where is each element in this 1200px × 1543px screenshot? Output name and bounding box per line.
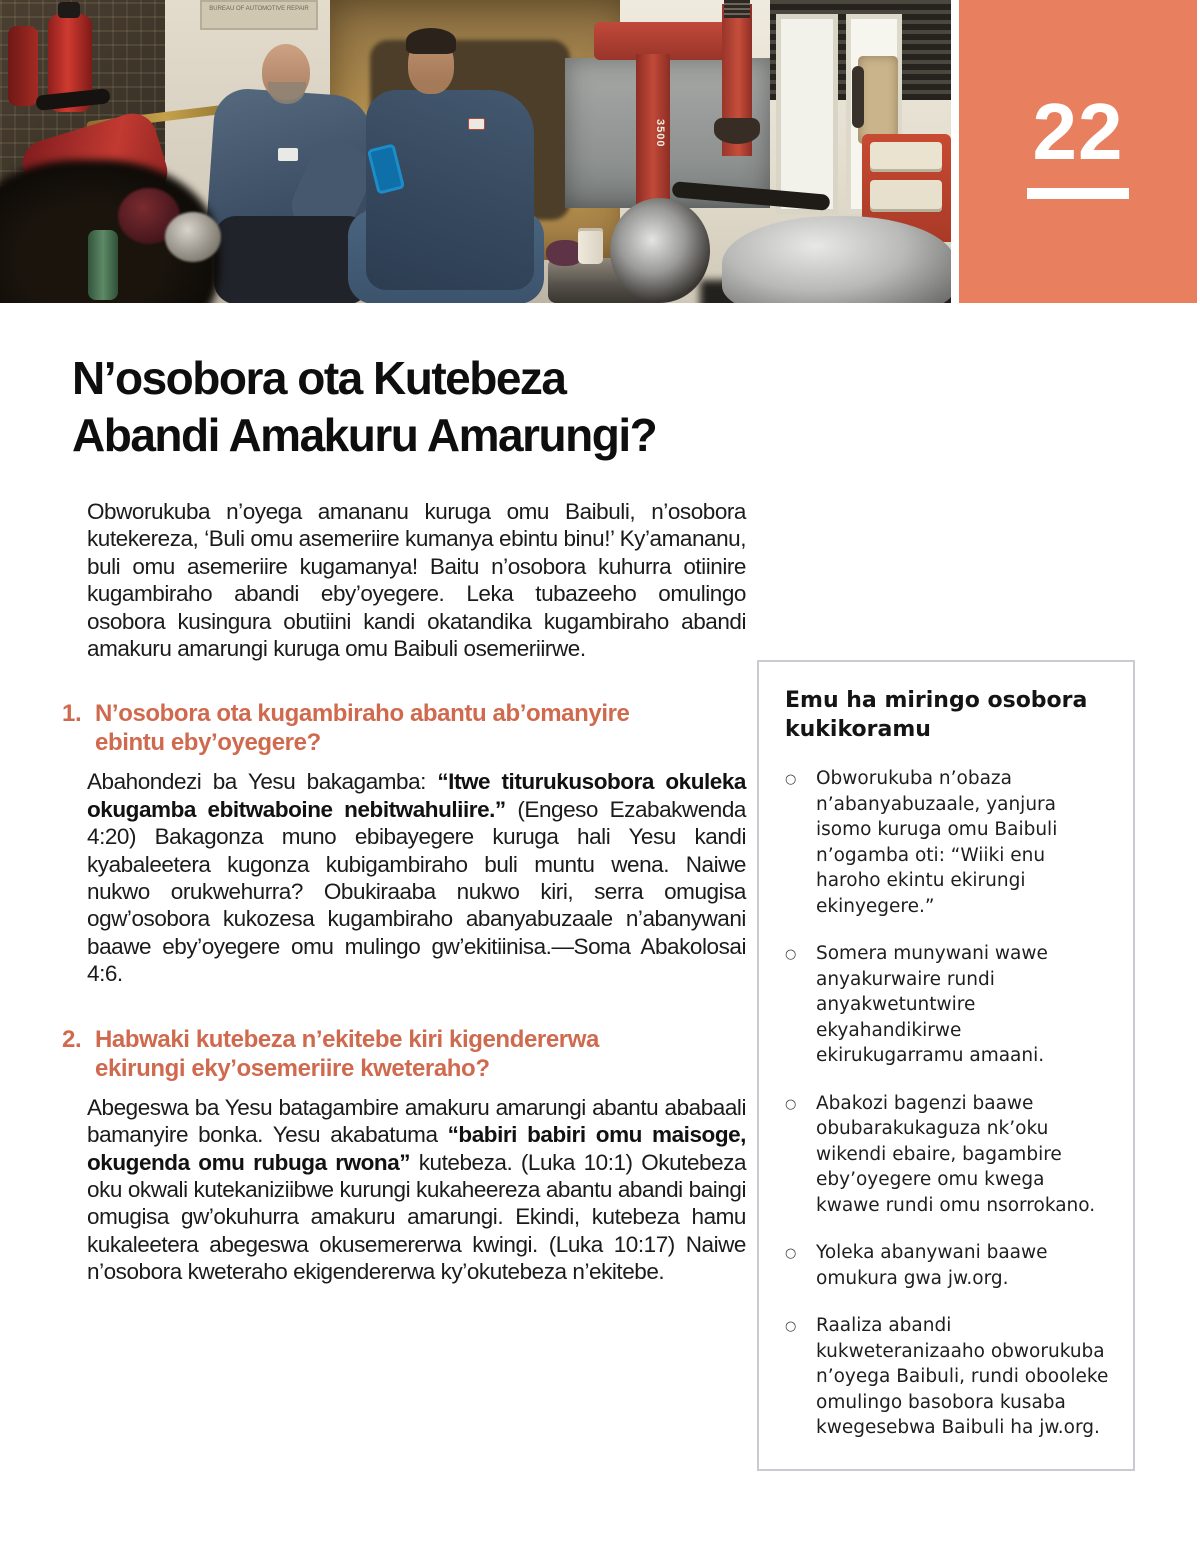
- photo-gauge: [870, 142, 942, 172]
- section-heading: [62, 1025, 682, 1083]
- main-text-column: [62, 498, 746, 1286]
- photo-glass-door: [776, 14, 838, 214]
- page-title-line2: Abandi Amakuru Amarungi?: [72, 409, 657, 461]
- photo-wall-sign: BUREAU OF AUTOMOTIVE REPAIR: [200, 0, 318, 30]
- photo-wall-telephone: [858, 56, 898, 144]
- page-title: [72, 350, 772, 464]
- sidebar-box: [757, 660, 1135, 1471]
- paragraph-text: Abegeswa ba Yesu batagambire amakuru amarungi abantu ababaali bamanyire bonka. Yesu akabatuma: [87, 1094, 746, 1148]
- sidebar-list: [785, 766, 1109, 1441]
- photo-fire-extinguisher-handle: [58, 2, 80, 18]
- photo-older-mechanic-pants: [214, 216, 370, 303]
- section-heading: [62, 699, 682, 757]
- scripture-quote-bold: “Itwe titurukusobora okuleka okugamba ebitwaboine nebitwahuliire.”: [87, 769, 746, 822]
- section-heading-text: N’osobora ota kugambiraho abantu ab’omanyire ebintu eby’oyegere?: [95, 700, 630, 757]
- bullet-circle-icon: ○: [785, 772, 797, 787]
- scripture-quote-bold: “babiri babiri omu maisoge, okugenda omu rubuga rwona”: [87, 1122, 746, 1175]
- sidebar-item: [785, 1091, 1109, 1219]
- intro-paragraph: Obworukuba n’oyega amananu kuruga omu Baibuli, n’osobora kutekereza, ‘Buli omu asemeriire kumanya ebintu binu!’ Ky’amananu, buli omu asemeriire kugamanya! Baitu n’osobora kuhurra otiinire kugambiraho abandi eby’oyegere. Leka tubazeeho omulingo osobora kusingura obutiini kandi okatandika kugambiraho abandi amakuru amarungi kuruga omu Baibuli osemeriirwe.: [87, 499, 746, 662]
- bullet-circle-icon: ○: [785, 947, 797, 962]
- sidebar-item: [785, 1313, 1109, 1441]
- sidebar-item: [785, 1240, 1109, 1291]
- section-paragraph: [87, 768, 746, 987]
- section-number: 1.: [62, 700, 82, 728]
- photo-helmet: [165, 212, 221, 262]
- photo-motorcycle-chrome-tank: [722, 216, 951, 303]
- sidebar-item-text: Raaliza abandi kukweteranizaaho obworukuba n’oyega Baibuli, rundi obooleke omulingo basobora kusaba kwegesebwa Baibuli ha jw.org.: [816, 1315, 1109, 1438]
- chapter-number: 22: [1032, 87, 1124, 176]
- paragraph-text: kutebeza. (Luka 10:1) Okutebeza oku okwali kutekaniziibwe kurungi kukaheereza abantu abandi baingi omugisa gw’okuhurra amakuru amarungi. Ekindi, kutebeza hamu kukaleetera abegeswa okusemererwa kwingi. (Luka 10:17) Naiwe n’osobora kweteraho ekigendererwa ky’okutebeza n’ekitebe.: [87, 1149, 747, 1285]
- photo-coffee-cup: [578, 228, 603, 264]
- sidebar-item-text: Somera munywani wawe anyakurwaire rundi anyakwetuntwire ekyahandikirwe ekirukugarramu amaani.: [816, 943, 1048, 1066]
- bullet-circle-icon: ○: [785, 1246, 797, 1261]
- chapter-number-block: [959, 0, 1197, 303]
- chapter-underline-bar: [1027, 188, 1129, 199]
- sidebar-item-text: Yoleka abanywani baawe omukura gwa jw.org.: [816, 1242, 1048, 1289]
- photo-tire-machine-label: 3500: [654, 118, 666, 148]
- bullet-circle-icon: ○: [785, 1096, 797, 1112]
- sections: [62, 699, 746, 1285]
- page-title-line1: N’osobora ota Kutebeza: [72, 352, 566, 404]
- bullet-circle-icon: ○: [785, 1319, 797, 1334]
- garage-photo: [0, 0, 951, 303]
- paragraph-text: Abahondezi ba Yesu bakagamba:: [87, 769, 438, 795]
- photo-gauge: [870, 180, 942, 212]
- section-1: [62, 699, 746, 987]
- section-2: [62, 1025, 746, 1286]
- photo-green-thermos: [88, 230, 118, 300]
- sidebar-title: Emu ha miringo osobora kukikoramu: [785, 688, 1088, 742]
- paragraph-text: (Engeso Ezabakwenda 4:20) Bakagonza muno ebibayegere kuruga hali Yesu kandi kyabaleetera kugonza kubigambiraho buli muntu wena. Naiwe nukwo orukwehurra? Obukiraaba nukwo kiri, serra omugisa ogw’osobora kukozesa kugambiraho abanyabuzaale n’abanywani baawe eby’oyegere omu mulingo gw’ekitiinisa.—Soma Abakolosai 4:6.: [87, 796, 746, 987]
- section-paragraph: [87, 1094, 746, 1286]
- photo-tire-machine-spring: [724, 0, 750, 18]
- photo-telephone-handset: [852, 66, 864, 128]
- section-number: 2.: [62, 1025, 82, 1053]
- photo-younger-mechanic-hair: [406, 28, 456, 54]
- sidebar-item: [785, 941, 1109, 1069]
- sidebar-item-text: Obworukuba n’obaza n’abanyabuzaale, yanjura isomo kuruga omu Baibuli n’ogamba oti: “Wiiki enu haroho ekintu ekirungi ekinyegere.”: [816, 768, 1058, 917]
- sidebar-item-text: Abakozi bagenzi baawe obubarakukaguza nk’oku wikendi ebaire, bagambire eby’oyegere omu kwega kwawe rundi omu nsorrokano.: [816, 1092, 1096, 1216]
- section-heading-text: Habwaki kutebeza n’ekitebe kiri kigendererwa ekirungi eky’osemeriire kweteraho?: [95, 1025, 599, 1082]
- photo-fire-extinguisher-small: [8, 26, 38, 106]
- photo-motorcycle-headlamp: [610, 198, 710, 303]
- sidebar-item: [785, 766, 1109, 919]
- photo-name-patch: [468, 118, 485, 130]
- photo-name-patch: [278, 148, 298, 161]
- photo-tire-machine-bell: [714, 118, 760, 144]
